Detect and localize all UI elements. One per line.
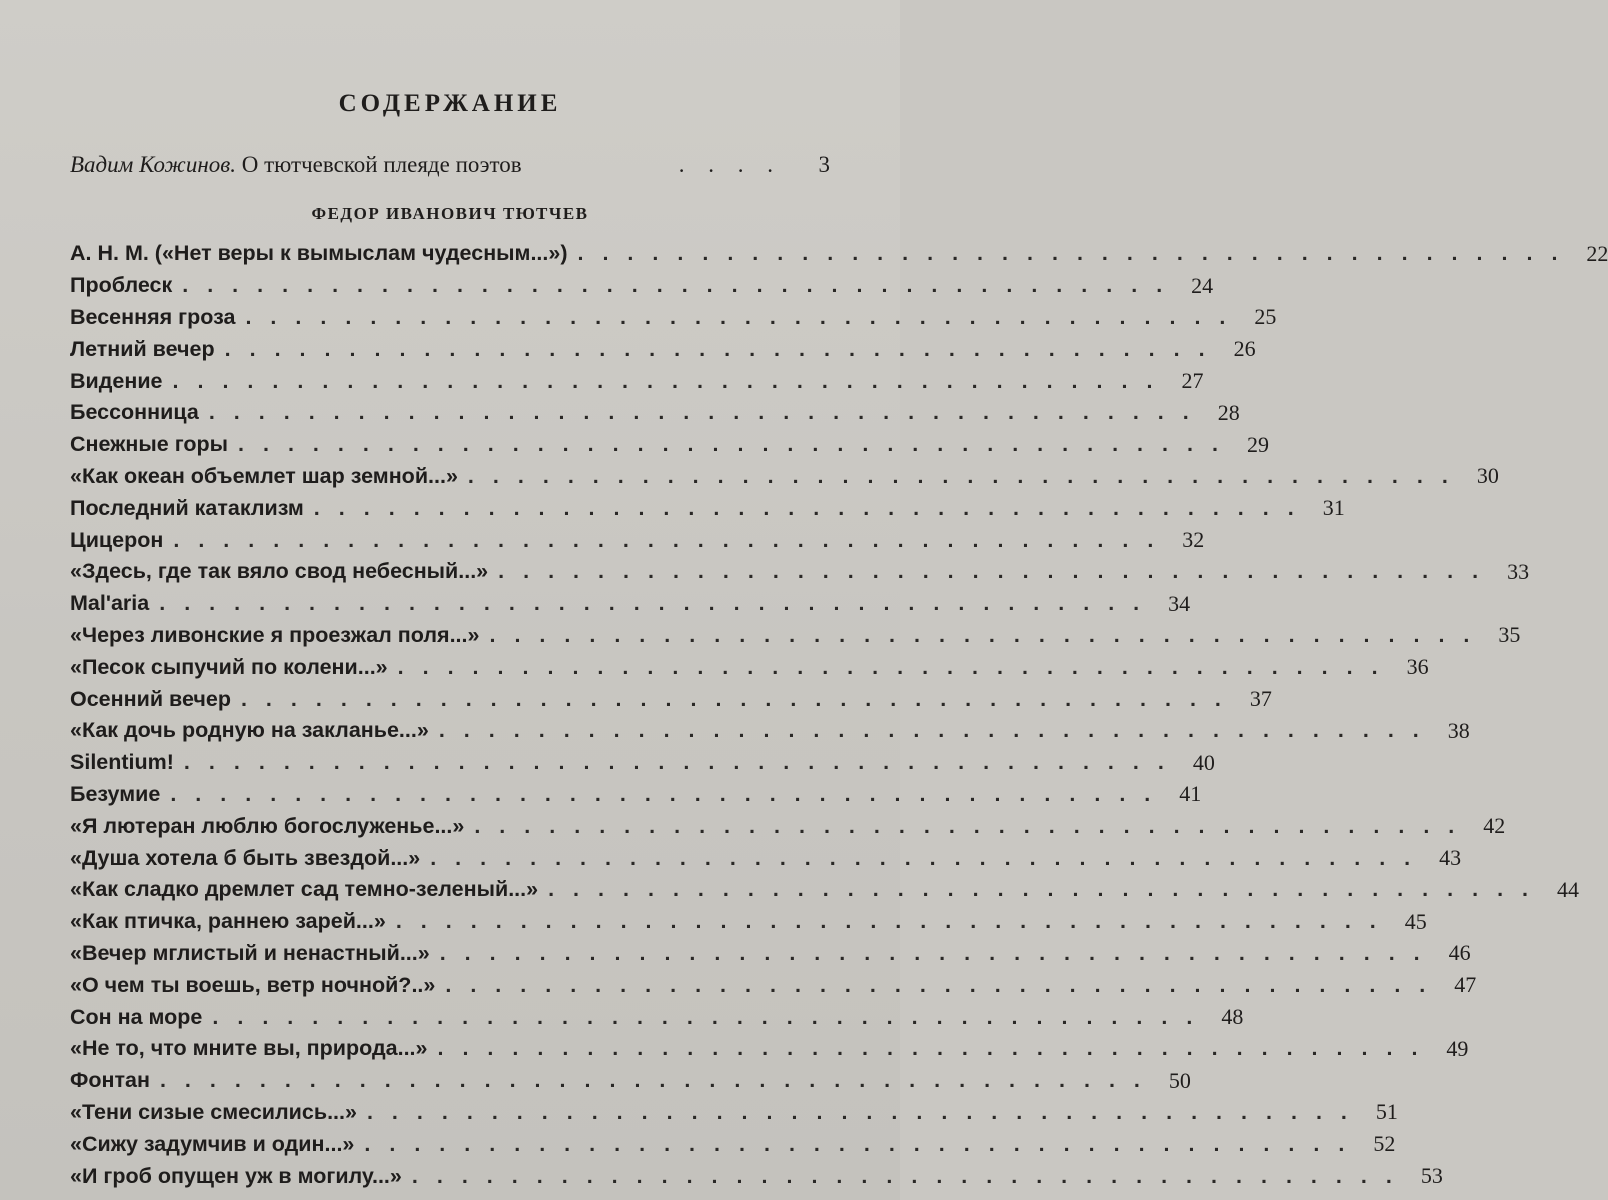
toc-entry [70, 302, 1277, 334]
toc-entry-title: «Как птичка, раннею зарей...» [70, 909, 386, 934]
toc-leader-dots: ........................................ [395, 909, 1395, 934]
toc-leader-dots: ........................................ [182, 273, 1182, 298]
toc-entry [70, 588, 1191, 620]
intro-page-number: 3 [818, 152, 830, 177]
toc-leader-dots: ........................................ [240, 686, 1240, 711]
toc-page-number: 35 [1498, 622, 1521, 648]
toc-entry [70, 779, 1202, 811]
toc-leader-dots: ........................................ [577, 241, 1577, 266]
toc-entry [70, 1033, 1469, 1065]
toc-page-number: 53 [1420, 1163, 1443, 1188]
toc-entry [70, 1097, 1398, 1129]
toc-entry-title: «Как океан объемлет шар земной...» [70, 463, 458, 488]
toc-entry-title: «Не то, что мните вы, природа...» [70, 1036, 428, 1061]
toc-page-number: 51 [1375, 1099, 1398, 1125]
toc-list [70, 238, 1608, 1192]
toc-entry [70, 333, 1256, 365]
toc-leader-dots: ........................................ [364, 1131, 1364, 1156]
toc-entry-title: «Душа хотела б быть звездой...» [70, 845, 421, 870]
toc-leader-dots: ........................................ [159, 1068, 1159, 1093]
toc-page-number: 34 [1168, 590, 1191, 616]
toc-entry-title: «Я лютеран люблю богослуженье...» [70, 813, 465, 838]
toc-page-number: 33 [1507, 558, 1530, 584]
toc-page-number: 42 [1483, 813, 1506, 839]
toc-page-number: 25 [1254, 304, 1277, 330]
toc-entry [70, 1160, 1443, 1192]
toc-page-number: 41 [1179, 781, 1202, 807]
toc-leader-dots: ........................................ [173, 527, 1173, 552]
toc-entry [70, 1065, 1191, 1097]
toc-entry [70, 810, 1506, 842]
toc-entry-title: «О чем ты воешь, ветр ночной?..» [70, 972, 436, 997]
toc-entry-title: Весенняя гроза [70, 304, 236, 329]
toc-page-number: 48 [1221, 1004, 1244, 1030]
toc-entry [70, 365, 1204, 397]
intro-leader-dots: . . . . [678, 152, 782, 177]
toc-entry-title: Снежные горы [70, 432, 229, 457]
toc-entry [70, 270, 1214, 302]
toc-page-number: 30 [1476, 463, 1499, 489]
toc-page-number: 22 [1586, 240, 1608, 266]
toc-entry [70, 874, 1580, 906]
toc-leader-dots: ........................................ [411, 1163, 1411, 1188]
toc-leader-dots: ........................................ [238, 432, 1237, 457]
toc-page-number: 44 [1557, 876, 1580, 902]
toc-leader-dots: ........................................ [439, 940, 1439, 965]
toc-entry-title: Безумие [70, 781, 161, 806]
section-heading: ФЕДОР ИВАНОВИЧ ТЮТЧЕВ [311, 204, 589, 223]
toc-entry-title: «Здесь, где так вяло свод небесный...» [70, 559, 489, 584]
toc-entry [70, 1001, 1244, 1033]
toc-leader-dots: ........................................ [397, 654, 1397, 679]
toc-leader-dots: ........................................ [366, 1099, 1366, 1124]
toc-page-number: 38 [1447, 717, 1470, 743]
intro-title: О тютчевской плеяде поэтов [241, 152, 522, 177]
toc-entry-title: Silentium! [70, 750, 174, 775]
toc-leader-dots: ........................................ [224, 336, 1224, 361]
toc-entry-title: «Как сладко дремлет сад темно-зеленый...» [70, 877, 539, 902]
toc-entry-title: Осенний вечер [70, 686, 231, 711]
toc-entry-title: Фонтан [70, 1068, 150, 1093]
toc-page-number: 52 [1373, 1131, 1396, 1157]
toc-page-number: 31 [1322, 495, 1345, 521]
toc-entry-title: А. Н. М. («Нет веры к вымыслам чудесным...») [70, 241, 568, 266]
page-title: СОДЕРЖАНИЕ [338, 90, 562, 117]
toc-entry [70, 938, 1471, 970]
toc-page-number: 36 [1406, 654, 1429, 680]
toc-page-number: 46 [1448, 940, 1471, 966]
intro-entry [70, 152, 830, 184]
toc-leader-dots: ........................................ [172, 368, 1172, 393]
toc-leader-dots: ........................................ [548, 877, 1548, 902]
toc-entry [70, 651, 1429, 683]
toc-entry [70, 524, 1205, 556]
toc-leader-dots: ........................................ [245, 304, 1245, 329]
toc-page-number: 27 [1181, 368, 1204, 394]
toc-page-number: 29 [1246, 431, 1269, 457]
toc-page-number: 28 [1217, 399, 1240, 425]
toc-entry [70, 747, 1215, 779]
toc-leader-dots: ........................................ [489, 622, 1489, 647]
intro-author: Вадим Кожинов. [70, 152, 236, 177]
toc-leader-dots: ........................................ [170, 781, 1170, 806]
toc-page-number: 43 [1439, 845, 1462, 871]
toc-entry [70, 842, 1462, 874]
toc-entry-title: Бессонница [70, 400, 199, 425]
toc-entry [70, 715, 1470, 747]
toc-entry [70, 556, 1530, 588]
toc-entry-title: Последний катаклизм [70, 495, 304, 520]
toc-entry [70, 492, 1345, 524]
toc-entry-title: «Как дочь родную на закланье...» [70, 718, 429, 743]
toc-entry-title: Сон на море [70, 1004, 203, 1029]
toc-entry-title: «Песок сыпучий по колени...» [70, 654, 388, 679]
toc-leader-dots: ........................................ [313, 495, 1313, 520]
toc-entry-title: «Через ливонские я проезжал поля...» [70, 622, 480, 647]
toc-leader-dots: ........................................ [474, 813, 1474, 838]
toc-entry [70, 683, 1272, 715]
toc-leader-dots: ........................................ [498, 559, 1498, 584]
toc-page-number: 45 [1404, 908, 1427, 934]
toc-entry [70, 397, 1240, 429]
toc-page-number: 49 [1446, 1035, 1469, 1061]
toc-leader-dots: ........................................ [212, 1004, 1212, 1029]
toc-entry [70, 238, 1608, 270]
toc-leader-dots: ........................................ [430, 845, 1430, 870]
toc-entry [70, 1128, 1396, 1160]
toc-leader-dots: ........................................ [445, 972, 1445, 997]
toc-entry-title: «И гроб опущен уж в могилу...» [70, 1163, 402, 1188]
toc-entry [70, 620, 1521, 652]
toc-entry-title: Видение [70, 368, 163, 393]
toc-entry-title: Цицерон [70, 527, 164, 552]
toc-entry-title: «Вечер мглистый и ненастный...» [70, 940, 430, 965]
toc-page-number: 50 [1168, 1067, 1191, 1093]
toc-entry-title: «Сижу задумчив и один...» [70, 1131, 355, 1156]
toc-entry [70, 969, 1477, 1001]
toc-entry-title: Mal'aria [70, 591, 150, 616]
toc-entry [70, 461, 1499, 493]
toc-page-number: 47 [1454, 972, 1477, 998]
toc-leader-dots: ........................................ [208, 400, 1208, 425]
toc-leader-dots: ........................................ [159, 591, 1159, 616]
toc-entry [70, 429, 1269, 461]
toc-entry-title: Проблеск [70, 273, 173, 298]
toc-leader-dots: ........................................ [437, 1036, 1437, 1061]
toc-leader-dots: ........................................ [467, 463, 1467, 488]
toc-page-number: 26 [1233, 336, 1256, 362]
toc-leader-dots: ........................................ [183, 750, 1183, 775]
toc-page-number: 40 [1192, 749, 1215, 775]
toc-leader-dots: ........................................ [438, 718, 1438, 743]
toc-page-number: 32 [1182, 527, 1205, 553]
toc-entry-title: «Тени сизые смесились...» [70, 1099, 357, 1124]
toc-page-number: 24 [1191, 272, 1214, 298]
toc-entry [70, 906, 1427, 938]
toc-page-number: 37 [1249, 686, 1272, 712]
toc-entry-title: Летний вечер [70, 336, 215, 361]
